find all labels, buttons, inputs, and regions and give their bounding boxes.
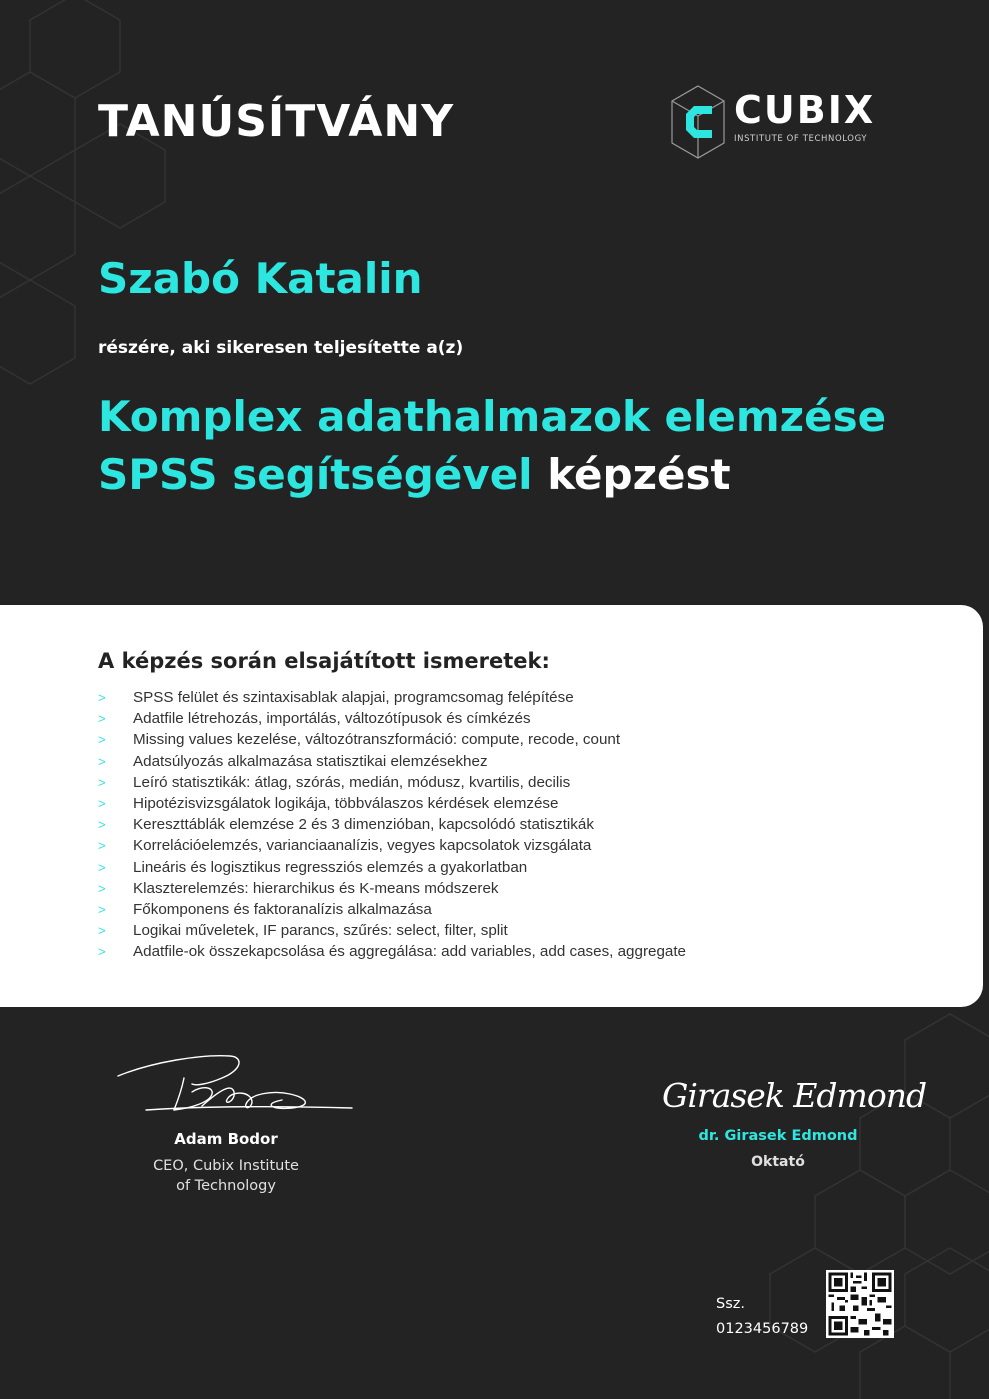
chevron-right-icon: > bbox=[98, 817, 106, 833]
signer-right-role: Oktató bbox=[751, 1154, 805, 1170]
logo-tagline: INSTITUTE OF TECHNOLOGY bbox=[734, 134, 868, 144]
cubix-logo bbox=[668, 84, 878, 160]
list-item bbox=[98, 729, 686, 750]
list-item bbox=[98, 835, 686, 856]
signer-left-role bbox=[106, 1156, 346, 1196]
chevron-right-icon: > bbox=[98, 774, 106, 790]
list-item bbox=[98, 857, 686, 878]
logo-wordmark: CUBIX bbox=[734, 88, 876, 132]
skills-panel bbox=[0, 605, 983, 1007]
cube-logo-icon bbox=[668, 84, 728, 160]
chevron-right-icon: > bbox=[98, 690, 106, 705]
chevron-right-icon: > bbox=[98, 944, 106, 960]
chevron-right-icon: > bbox=[98, 880, 106, 896]
chevron-right-icon: > bbox=[98, 859, 106, 875]
skill-text: Adatsúlyozás alkalmazása statisztikai elemzésekhez bbox=[133, 752, 488, 770]
skills-heading: A képzés során elsajátított ismeretek: bbox=[98, 649, 550, 673]
chevron-right-icon: > bbox=[98, 732, 106, 748]
skill-text: SPSS felület és szintaxisablak alapjai, programcsomag felépítése bbox=[133, 689, 574, 706]
certificate-title: TANÚSÍTVÁNY bbox=[98, 96, 455, 147]
recipient-intro: részére, aki sikeresen teljesítette a(z) bbox=[98, 338, 464, 358]
serial-value: 0123456789 bbox=[716, 1321, 809, 1337]
course-title-block bbox=[98, 388, 958, 504]
signer-left-name: Adam Bodor bbox=[174, 1130, 278, 1148]
skill-text: Hipotézisvizsgálatok logikája, többválaszos kérdések elemzése bbox=[133, 794, 559, 812]
chevron-right-icon: > bbox=[98, 838, 106, 854]
signer-right-name: dr. Girasek Edmond bbox=[698, 1128, 858, 1144]
skill-text: Adatfile-ok összekapcsolása és aggregálása: add variables, add cases, aggregate bbox=[133, 943, 687, 961]
signer-right bbox=[668, 1128, 888, 1170]
signer-left-role-line1: CEO, Cubix Institute bbox=[153, 1158, 299, 1174]
skills-list bbox=[98, 687, 686, 962]
course-suffix: képzést bbox=[547, 450, 731, 499]
list-item bbox=[98, 687, 686, 708]
chevron-right-icon: > bbox=[98, 711, 106, 727]
recipient-name: Szabó Katalin bbox=[98, 254, 423, 303]
qr-code-icon bbox=[826, 1270, 894, 1338]
course-title: Komplex adathalmazok elemzése SPSS segítségével bbox=[98, 392, 887, 499]
list-item bbox=[98, 920, 686, 941]
list-item bbox=[98, 899, 686, 920]
skill-text: Logikai műveletek, IF parancs, szűrés: select, filter, split bbox=[133, 922, 508, 940]
skill-text: Leíró statisztikák: átlag, szórás, medián, módusz, kvartilis, decilis bbox=[133, 773, 571, 791]
serial-label: Ssz. bbox=[716, 1296, 745, 1312]
skill-text: Korrelációelemzés, varianciaanalízis, vegyes kapcsolatok vizsgálata bbox=[133, 837, 592, 855]
handwritten-signature-left bbox=[112, 1048, 362, 1120]
list-item bbox=[98, 878, 686, 899]
list-item bbox=[98, 941, 686, 962]
signer-left bbox=[106, 1130, 346, 1196]
skill-text: Kereszttáblák elemzése 2 és 3 dimenzióban, kapcsolódó statisztikák bbox=[133, 816, 594, 834]
list-item bbox=[98, 814, 686, 835]
skill-text: Adatfile létrehozás, importálás, változótípusok és címkézés bbox=[133, 710, 531, 728]
skill-text: Lineáris és logisztikus regressziós elemzés a gyakorlatban bbox=[133, 858, 528, 876]
skill-text: Klaszterelemzés: hierarchikus és K-means módszerek bbox=[133, 879, 499, 897]
list-item bbox=[98, 793, 686, 814]
skill-text: Főkomponens és faktoranalízis alkalmazása bbox=[133, 900, 432, 918]
chevron-right-icon: > bbox=[98, 923, 106, 939]
serial-number-block bbox=[716, 1292, 808, 1342]
chevron-right-icon: > bbox=[98, 753, 106, 769]
list-item bbox=[98, 708, 686, 729]
list-item bbox=[98, 751, 686, 772]
signer-left-role-line2: of Technology bbox=[176, 1178, 276, 1194]
list-item bbox=[98, 772, 686, 793]
handwritten-signature-right: Girasek Edmond bbox=[662, 1076, 927, 1115]
chevron-right-icon: > bbox=[98, 795, 106, 811]
skill-text: Missing values kezelése, változótranszformáció: compute, recode, count bbox=[133, 731, 621, 749]
chevron-right-icon: > bbox=[98, 901, 106, 917]
